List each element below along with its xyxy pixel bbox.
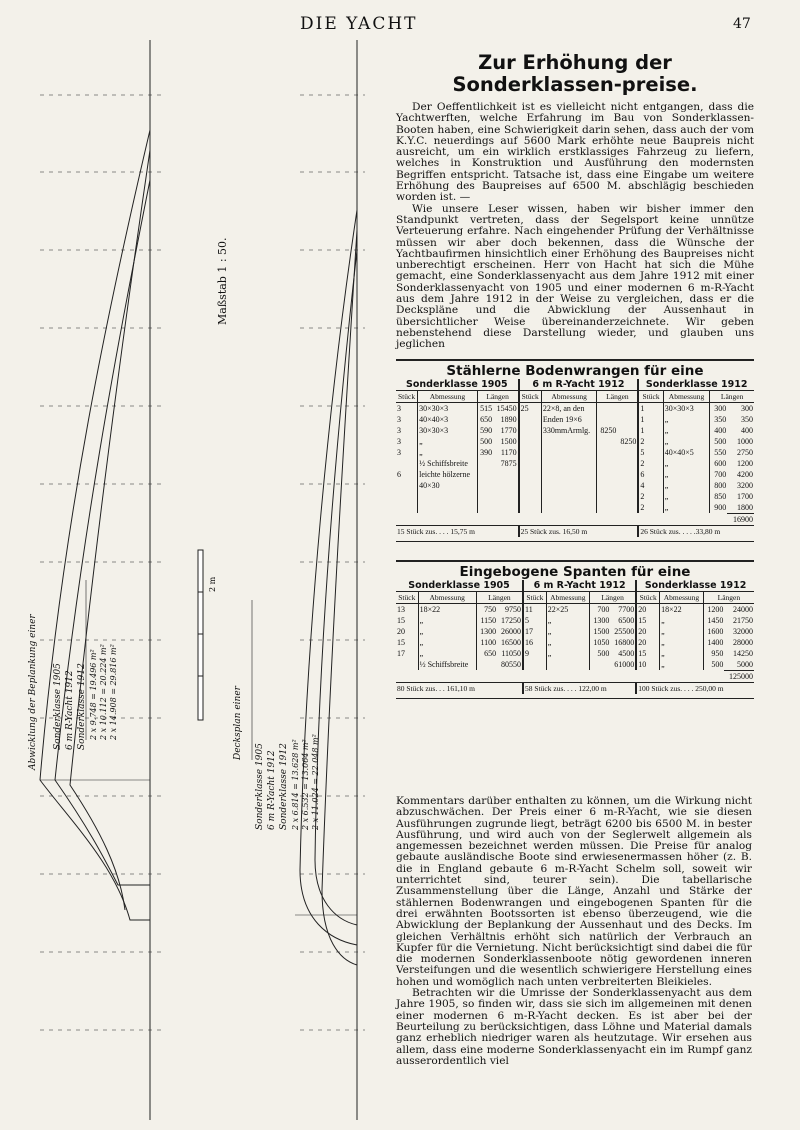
table2-cell: „ bbox=[418, 626, 476, 637]
table2-cell: 9 bbox=[523, 648, 546, 659]
table2-cell: „ bbox=[660, 648, 704, 659]
table1-total: 16900 bbox=[727, 513, 754, 525]
table2-cell: „ bbox=[546, 637, 589, 648]
table2-cell: 11050 bbox=[501, 648, 522, 658]
article bbox=[396, 52, 754, 699]
table1-cell: „ bbox=[663, 436, 709, 447]
table1-cell: 2750 bbox=[737, 447, 753, 457]
table1-cell bbox=[396, 491, 418, 502]
table1-row bbox=[396, 414, 754, 425]
table2-cell: 1050 bbox=[589, 637, 610, 648]
table2-cell: 1500 bbox=[589, 626, 610, 637]
table1-cell: 650 bbox=[477, 414, 493, 425]
table2-cell: 21750 bbox=[733, 615, 753, 625]
table1-group-3: Sonderklasse 1912 bbox=[638, 379, 754, 391]
table1-cell bbox=[541, 491, 597, 502]
plank-curve-1912 bbox=[70, 150, 150, 910]
table1-cell bbox=[597, 491, 617, 502]
table2-cell: 80550 bbox=[501, 659, 522, 669]
table1-cell: 400 bbox=[710, 425, 728, 436]
table2-cell: 5000 bbox=[737, 659, 753, 669]
table1-cell bbox=[617, 502, 638, 514]
table2-cell: 24000 bbox=[733, 604, 753, 614]
article-paragraph-3: Kommentars darüber enthalten zu können, um die Wirkung nicht abzuschwächen. Der Preis einer 6 m-R-Yacht, wie sie diesen Ausführungen zugrunde liegt, beträgt 6200 bis 6500 M. in bester Ausführung, und wird auch von der Seglerwelt allgemein als angemessen bezeichnet werden müssen. Die Preise für analog gebaute ausländische Boote sind erwiesenermassen höher (z. B. die in England gebaute 6 m-R-Yacht Schelm soll, soweit wir unterrichtet sind, teurer sein). Die tabellarische Zusammenstellung über die Länge, Anzahl und Stärke der stählernen Bodenwrangen und eingebogenen Spanten für die drei erwähnten Bootssorten ist ebenso überzeugend, wie die Abwicklung der Beplankung der Aussenhaut und des Decks. Im gleichen Verhältnis erhöht sich natürlich der Verbrauch an Kupfer für die Vernietung. Nicht berücksichtigt sind dabei die für die modernen Sonderklassenboote nötig gewordenen inneren Versteifungen und die wesentlich schwierigere Herstellung eines hohen und womöglich nach unten verbreiterten Bleikieles. bbox=[396, 795, 752, 988]
table2-h-stueck-3: Stück bbox=[636, 591, 659, 603]
table1-cell: 1700 bbox=[737, 491, 753, 501]
table1-row bbox=[396, 458, 754, 469]
table-spanten bbox=[396, 580, 754, 694]
table1-cell: 8250 bbox=[620, 436, 637, 446]
table1-cell: 4 bbox=[638, 480, 663, 491]
scale-bar bbox=[198, 550, 203, 720]
table2-cell: 10 bbox=[636, 659, 659, 671]
table1-cell bbox=[597, 436, 617, 447]
article-paragraph-4: Betrachten wir die Umrisse der Sonderklassenyacht aus dem Jahre 1905, so finden wir, dass sie sich im allgemeinen mit denen einer modernen 6 m-R-Yacht decken. Es ist aber bei der Beurteilung zu berücksichtigen, dass Löhne und Material damals ganz erheblich niedriger waren als heutzutage. Wir ersehen aus allem, dass eine moderne Sonderklassenyacht ein im Rumpf ganz ausserordentlich viel bbox=[396, 987, 752, 1067]
table1-cell bbox=[617, 458, 638, 469]
table1-cell bbox=[519, 469, 542, 480]
table2-group-3: Sonderklasse 1912 bbox=[636, 580, 754, 592]
table2-cell: 25500 bbox=[614, 626, 635, 636]
table2-cell: 750 bbox=[476, 603, 497, 615]
table1-cell: „ bbox=[663, 502, 709, 514]
table1-cell: 30×30×3 bbox=[418, 402, 478, 414]
table2-row bbox=[396, 626, 754, 637]
table1-h-laengen: Längen bbox=[477, 390, 518, 402]
table2-cell: 6500 bbox=[618, 615, 635, 625]
table2-cell: 650 bbox=[476, 648, 497, 659]
table1-cell: 390 bbox=[477, 447, 493, 458]
table1-cell: 515 bbox=[477, 402, 493, 414]
table1-cell: 22×8, an den bbox=[541, 402, 597, 414]
table2-cell: 700 bbox=[589, 603, 610, 615]
deck-area-6m: 2 x 6.532 = 13.064 m² bbox=[301, 739, 310, 830]
table1-cell: 1 bbox=[638, 402, 663, 414]
table1-cell: 6 bbox=[638, 469, 663, 480]
table1-cell: 3 bbox=[397, 447, 401, 457]
table2-cell: 4500 bbox=[618, 648, 635, 658]
table2-h-abm-3: Abmessung bbox=[660, 591, 704, 603]
table1-cell: 1770 bbox=[500, 425, 517, 435]
table1-cell bbox=[541, 447, 597, 458]
table2-cell: 950 bbox=[703, 648, 724, 659]
table2-cell: 7700 bbox=[618, 604, 635, 614]
table1-cell: „ bbox=[663, 491, 709, 502]
table1-cell: 900 bbox=[710, 502, 728, 514]
table2-cell: 1300 bbox=[476, 626, 497, 637]
table1-cell bbox=[519, 480, 542, 491]
table2-row bbox=[396, 648, 754, 659]
table2-row bbox=[396, 615, 754, 626]
table1-title: Stählerne Bodenwrangen für eine bbox=[446, 362, 704, 379]
table2-cell: 16 bbox=[523, 637, 546, 648]
table1-cell: 3 bbox=[397, 425, 401, 435]
table2-cell bbox=[523, 659, 546, 671]
abwicklung-area-1905: 2 x 9.748 = 19.496 m² bbox=[89, 649, 98, 740]
table-bodenwrangen bbox=[396, 379, 754, 537]
table2-cell bbox=[589, 659, 610, 671]
table1-cell: 3200 bbox=[737, 480, 753, 490]
table2-row bbox=[396, 637, 754, 648]
table1-cell bbox=[541, 436, 597, 447]
table1-h-laengen-3: Längen bbox=[710, 390, 754, 402]
scale-label: Maßstab 1 : 50. bbox=[216, 237, 229, 325]
table2-cell: 32000 bbox=[733, 626, 753, 636]
table2-cell: 22×25 bbox=[546, 603, 589, 615]
abwicklung-legend-1912: Sonderklasse 1912 bbox=[77, 663, 87, 750]
table2-h-abm: Abmessung bbox=[418, 591, 476, 603]
table1-cell: „ bbox=[418, 436, 478, 447]
table1-cell bbox=[541, 469, 597, 480]
table2-cell: 1100 bbox=[476, 637, 497, 648]
table1-cell: 2 bbox=[638, 436, 663, 447]
table2-cell: „ bbox=[660, 615, 704, 626]
table2-cell: 20 bbox=[636, 626, 659, 637]
table1-cell: 30×30×3 bbox=[663, 402, 709, 414]
table1-row bbox=[396, 480, 754, 491]
table1-cell: 25 bbox=[519, 402, 542, 414]
table2-group-1: Sonderklasse 1905 bbox=[408, 579, 510, 591]
table1-cell: 1500 bbox=[500, 436, 517, 446]
table1-cell bbox=[519, 447, 542, 458]
table1-cell bbox=[418, 491, 478, 502]
table1-cell: 850 bbox=[710, 491, 728, 502]
table1-cell: 800 bbox=[710, 480, 728, 491]
table2-rule-top bbox=[396, 560, 754, 562]
table2-cell: 15 bbox=[397, 615, 405, 625]
table1-cell: 500 bbox=[710, 436, 728, 447]
table1-cell: 40×40×5 bbox=[663, 447, 709, 458]
table1-cell: „ bbox=[663, 469, 709, 480]
table2-cell bbox=[396, 659, 418, 671]
table2-cell: „ bbox=[546, 615, 589, 626]
table1-cell: 40×40×3 bbox=[418, 414, 478, 425]
table1-h-stueck-3: Stück bbox=[638, 390, 663, 402]
table1-cell: 2 bbox=[638, 502, 663, 514]
table2-cell: 17 bbox=[397, 648, 405, 658]
table2-row bbox=[396, 603, 754, 615]
table1-cell bbox=[477, 480, 493, 491]
table2-cell: 1150 bbox=[476, 615, 497, 626]
table2-cell: 26000 bbox=[501, 626, 522, 636]
table2-h-laengen-2: Längen bbox=[589, 591, 636, 603]
table2-h-laengen: Längen bbox=[476, 591, 523, 603]
article-paragraph-1: Der Oeffentlichkeit ist es vielleicht nicht entgangen, dass die Yachtwerften, welche Erfahrung im Bau von Sonderklassen-Booten haben, eine Schwierigkeit darin sehen, dass auch der vom K.Y.C. neuerdings auf 5600 Mark erhöhte neue Baupreis nicht ausreicht, um ein wirklich erstklassiges Fahrzeug zu liefern, welches in Konstruktion und Ausführung den modernsten Begriffen entspricht. Tatsache ist, dass eine Eingabe um weitere Erhöhung des Baupreises auf 6500 M. abschlägig beschieden worden ist. — bbox=[396, 101, 754, 204]
table2-cell: 1400 bbox=[703, 637, 724, 648]
page-number: 47 bbox=[733, 16, 751, 32]
table2-cell: „ bbox=[546, 648, 589, 659]
table1-row bbox=[396, 436, 754, 447]
table2-cell: „ bbox=[546, 626, 589, 637]
table1-footer-1: 15 Stück zus. . . . 15,75 m bbox=[396, 525, 519, 537]
table1-row bbox=[396, 402, 754, 414]
deck-legend-1905: Sonderklasse 1905 bbox=[255, 743, 265, 830]
table2-cell: 500 bbox=[703, 659, 724, 671]
table2-title: Eingebogene Spanten für eine bbox=[459, 563, 691, 580]
table1-cell: Enden 19×6 bbox=[541, 414, 597, 425]
table2-cell: 17 bbox=[523, 626, 546, 637]
table1-cell: 350 bbox=[741, 414, 753, 424]
table1-cell: 1 bbox=[638, 425, 663, 436]
table1-cell bbox=[493, 480, 518, 491]
abwicklung-legend-6m: 6 m R-Yacht 1912 bbox=[65, 670, 75, 750]
table2-cell: „ bbox=[418, 637, 476, 648]
table2-cell: 61000 bbox=[614, 659, 635, 669]
table1-cell: „ bbox=[663, 480, 709, 491]
table2-cell: ½ Schiffsbreite bbox=[418, 659, 476, 671]
table1-cell bbox=[541, 502, 597, 514]
table1-cell: 15450 bbox=[496, 403, 517, 413]
table1-cell: „ bbox=[418, 447, 478, 458]
table2-cell: 9750 bbox=[505, 604, 522, 614]
table1-cell bbox=[477, 502, 493, 514]
table1-cell: 600 bbox=[710, 458, 728, 469]
table2-cell: 11 bbox=[523, 603, 546, 615]
table1-h-abm: Abmessung bbox=[418, 390, 478, 402]
table1-cell: „ bbox=[663, 458, 709, 469]
abwicklung-legend-1905: Sonderklasse 1905 bbox=[53, 663, 63, 750]
table1-h-abm-3: Abmessung bbox=[663, 390, 709, 402]
table1-cell bbox=[597, 502, 617, 514]
table1-cell bbox=[519, 458, 542, 469]
table1-cell bbox=[617, 469, 638, 480]
table1-row bbox=[396, 447, 754, 458]
table1-cell: 40×30 bbox=[418, 480, 478, 491]
table1-cell bbox=[617, 480, 638, 491]
table2-cell: „ bbox=[418, 648, 476, 659]
table2-cell: 15 bbox=[636, 615, 659, 626]
table1-h-stueck: Stück bbox=[396, 390, 418, 402]
table1-cell: 4200 bbox=[737, 469, 753, 479]
table-rule-top bbox=[396, 359, 754, 361]
table1-cell bbox=[597, 469, 617, 480]
table1-cell bbox=[396, 458, 418, 469]
table1-group-2: 6 m R-Yacht 1912 bbox=[519, 379, 639, 391]
table1-cell bbox=[597, 447, 617, 458]
table1-cell bbox=[396, 480, 418, 491]
table1-row bbox=[396, 491, 754, 502]
table1-cell: 6 bbox=[397, 469, 401, 479]
table1-cell: 1 bbox=[638, 414, 663, 425]
table1-group-1: Sonderklasse 1905 bbox=[406, 378, 508, 390]
table2-footer-2: 58 Stück zus. . . . 122,00 m bbox=[523, 682, 636, 694]
table1-cell bbox=[396, 502, 418, 514]
table2-cell bbox=[476, 659, 497, 671]
table2-cell: „ bbox=[660, 659, 704, 671]
table2-cell: 1300 bbox=[589, 615, 610, 626]
table1-h-abm-2: Abmessung bbox=[541, 390, 597, 402]
table1-cell bbox=[493, 491, 518, 502]
table1-cell bbox=[519, 425, 542, 436]
table1-cell bbox=[541, 458, 597, 469]
table1-cell bbox=[617, 414, 638, 425]
table1-cell: 3 bbox=[397, 403, 401, 413]
table2-cell: 5 bbox=[523, 615, 546, 626]
table1-h-laengen-2: Längen bbox=[597, 390, 638, 402]
deck-legend-6m: 6 m R-Yacht 1912 bbox=[267, 750, 277, 830]
table1-cell bbox=[617, 402, 638, 414]
table1-cell: 3 bbox=[397, 414, 401, 424]
table2-cell: 1600 bbox=[703, 626, 724, 637]
table1-cell bbox=[519, 491, 542, 502]
abwicklung-area-1912: 2 x 14.908 = 29.816 m² bbox=[109, 644, 118, 740]
table1-cell bbox=[597, 414, 617, 425]
table1-cell: 2 bbox=[638, 458, 663, 469]
table1-cell: „ bbox=[663, 425, 709, 436]
table1-cell: 30×30×3 bbox=[418, 425, 478, 436]
table2-h-stueck-2: Stück bbox=[523, 591, 546, 603]
table1-cell bbox=[617, 447, 638, 458]
table2-cell: 13 bbox=[397, 604, 405, 614]
table1-cell bbox=[617, 425, 638, 436]
table2-cell: 15 bbox=[636, 648, 659, 659]
table1-cell: 300 bbox=[710, 402, 728, 414]
table1-cell bbox=[541, 480, 597, 491]
table1-cell bbox=[519, 414, 542, 425]
table1-cell: 350 bbox=[710, 414, 728, 425]
table1-cell: „ bbox=[663, 414, 709, 425]
table1-cell: 5 bbox=[638, 447, 663, 458]
table1-row bbox=[396, 425, 754, 436]
table1-cell bbox=[493, 502, 518, 514]
table1-h-stueck-2: Stück bbox=[519, 390, 542, 402]
table2-cell: 16500 bbox=[501, 637, 522, 647]
table1-cell bbox=[477, 469, 493, 480]
table1-cell: leichte hölzerne bbox=[418, 469, 478, 480]
table2-cell: 16800 bbox=[614, 637, 635, 647]
table2-cell: 15 bbox=[397, 637, 405, 647]
table1-cell bbox=[597, 458, 617, 469]
table1-cell: 2 bbox=[638, 491, 663, 502]
table1-footer-3: 26 Stück zus. . . . .33,80 m bbox=[638, 525, 754, 537]
table2-cell: 1200 bbox=[703, 603, 724, 615]
table1-cell: 500 bbox=[477, 436, 493, 447]
article-paragraph-2: Wie unsere Leser wissen, haben wir bisher immer den Standpunkt vertreten, dass der Segelsport keine unnütze Verteuerung erfahre. Nach eingehender Prüfung der Verhältnisse müssen wir aber doch bekennen, dass die Wünsche der Yachtbaufirmen hinsichtlich einer Erhöhung des Baupreises nicht unberechtigt erscheinen. Herr von Hacht hat sich die Mühe gemacht, eine Sonderklassenyacht aus dem Jahre 1912 mit einer Sonderklassenyacht von 1905 und einer modernen 6 m-R-Yacht aus dem Jahre 1912 in der Weise zu vergleichen, dass er die Deckspläne und die Abwicklung der Aussenhaut in übersichtlicher Weise übereinanderzeichnete. Wir geben nebenstehend diese Darstellung wieder, und glauben uns jeglichen bbox=[396, 202, 754, 351]
table2-h-laengen-3: Längen bbox=[703, 591, 754, 603]
table1-cell: ½ Schiffsbreite bbox=[418, 458, 478, 469]
table1-cell bbox=[617, 491, 638, 502]
abwicklung-heading: Abwicklung der Beplankung einer bbox=[28, 614, 38, 770]
table1-cell: 3 bbox=[397, 436, 401, 446]
table1-cell: 1200 bbox=[737, 458, 753, 468]
table1-row bbox=[396, 469, 754, 480]
table1-cell: 1170 bbox=[500, 447, 517, 457]
table1-cell: 1800 bbox=[737, 502, 753, 512]
table1-cell bbox=[418, 502, 478, 514]
table1-cell bbox=[477, 491, 493, 502]
table2-cell: „ bbox=[418, 615, 476, 626]
table1-cell bbox=[519, 502, 542, 514]
table1-cell: 590 bbox=[477, 425, 493, 436]
article-continuation bbox=[396, 796, 752, 1067]
table1-cell: 1000 bbox=[737, 436, 753, 446]
table2-cell: „ bbox=[660, 626, 704, 637]
article-title: Zur Erhöhung der Sonderklassen-preise. bbox=[452, 51, 698, 96]
table2-group-2: 6 m R-Yacht 1912 bbox=[523, 580, 636, 592]
deck-area-1905: 2 x 6.814 = 13.628 m² bbox=[291, 739, 300, 830]
table1-cell: 550 bbox=[710, 447, 728, 458]
table1-cell bbox=[493, 469, 518, 480]
table1-cell bbox=[597, 402, 617, 414]
table1-cell: 400 bbox=[741, 425, 753, 435]
table2-row bbox=[396, 659, 754, 671]
table2-cell: 18×22 bbox=[660, 603, 704, 615]
table1-cell: 8250 bbox=[597, 425, 617, 436]
abwicklung-area-6m: 2 x 10.112 = 20.224 m² bbox=[99, 644, 108, 740]
table2-cell bbox=[546, 659, 589, 671]
table2-cell: 20 bbox=[636, 603, 659, 615]
hull-drawing bbox=[0, 40, 390, 1120]
table2-cell: 500 bbox=[589, 648, 610, 659]
table1-footer-2: 25 Stück zus. 16,50 m bbox=[519, 525, 639, 537]
table2-footer-1: 80 Stück zus. . . 161,10 m bbox=[396, 682, 523, 694]
deck-area-1912: 2 x 11.024 = 22.048 m² bbox=[311, 734, 320, 830]
deck-heading: Decksplan einer bbox=[233, 686, 243, 760]
deck-legend-1912: Sonderklasse 1912 bbox=[279, 743, 289, 830]
scale-bar-label: 2 m bbox=[208, 576, 217, 592]
table2-cell: 20 bbox=[397, 626, 405, 636]
plank-curve-1905 bbox=[40, 130, 150, 920]
table2-footer-3: 100 Stück zus. . . . 250,00 m bbox=[636, 682, 754, 694]
table1-cell bbox=[477, 458, 493, 469]
table1-cell: 330mmArmlg. bbox=[541, 425, 597, 436]
table2-h-stueck: Stück bbox=[396, 591, 418, 603]
table2-cell: 1450 bbox=[703, 615, 724, 626]
table2-cell: 20 bbox=[636, 637, 659, 648]
running-header-title: DIE YACHT bbox=[300, 14, 418, 34]
table2-cell: „ bbox=[660, 637, 704, 648]
table2-total: 125000 bbox=[724, 670, 754, 682]
table2-cell: 17250 bbox=[501, 615, 522, 625]
table1-cell: 7875 bbox=[500, 458, 517, 468]
table1-cell: 700 bbox=[710, 469, 728, 480]
table1-cell: 1890 bbox=[500, 414, 517, 424]
table1-cell: 300 bbox=[741, 403, 753, 413]
table1-row bbox=[396, 502, 754, 514]
table2-cell: 14250 bbox=[733, 648, 753, 658]
table2-h-abm-2: Abmessung bbox=[546, 591, 589, 603]
table1-cell bbox=[597, 480, 617, 491]
table2-cell: 18×22 bbox=[418, 603, 476, 615]
table2-cell: 28000 bbox=[733, 637, 753, 647]
deck-curve-1905 bbox=[300, 210, 357, 945]
table1-cell bbox=[519, 436, 542, 447]
